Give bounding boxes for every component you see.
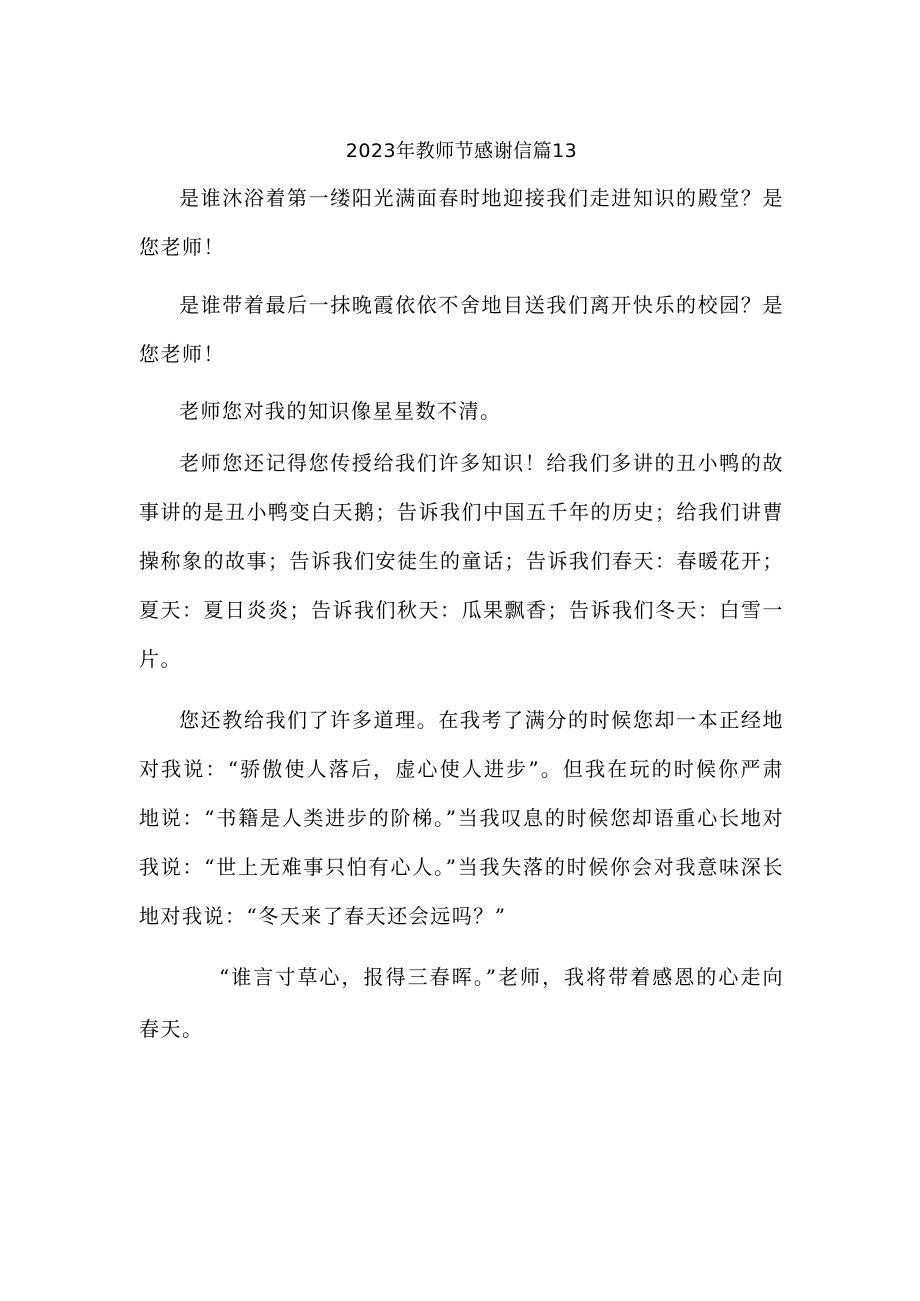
- paragraph-4: 老师您还记得您传授给我们许多知识！给我们多讲的丑小鸭的故事讲的是丑小鸭变白天鹅；告诉我们中国五千年的历史；给我们讲曹操称象的故事；告诉我们安徒生的童话；告诉我们春天：春暖花开；夏天：夏日炎炎；告诉我们秋天：瓜果飘香；告诉我们冬天：白雪一片。: [139, 451, 784, 671]
- paragraph-2: 是谁带着最后一抹晚霞依依不舍地目送我们离开快乐的校园？是您老师！: [139, 293, 784, 366]
- paragraph-5: 您还教给我们了许多道理。在我考了满分的时候您却一本正经地对我说：“骄傲使人落后，虚心使人进步”。但我在玩的时候你严肃地说：“书籍是人类进步的阶梯。”当我叹息的时候您却语重心长地对我说：“世上无难事只怕有心人。”当我失落的时候你会对我意味深长地对我说：“冬天来了春天还会远吗？”: [139, 708, 784, 928]
- paragraph-1: 是谁沐浴着第一缕阳光满面春时地迎接我们走进知识的殿堂？是您老师！: [139, 186, 784, 259]
- letter-body: [139, 131, 784, 1055]
- page-title: 2023年教师节感谢信篇13: [345, 140, 578, 162]
- paragraph-3: 老师您对我的知识像星星数不清。: [179, 399, 502, 423]
- paragraph-6: “谁言寸草心，报得三春晖。”老师，我将带着感恩的心走向春天。: [139, 965, 784, 1041]
